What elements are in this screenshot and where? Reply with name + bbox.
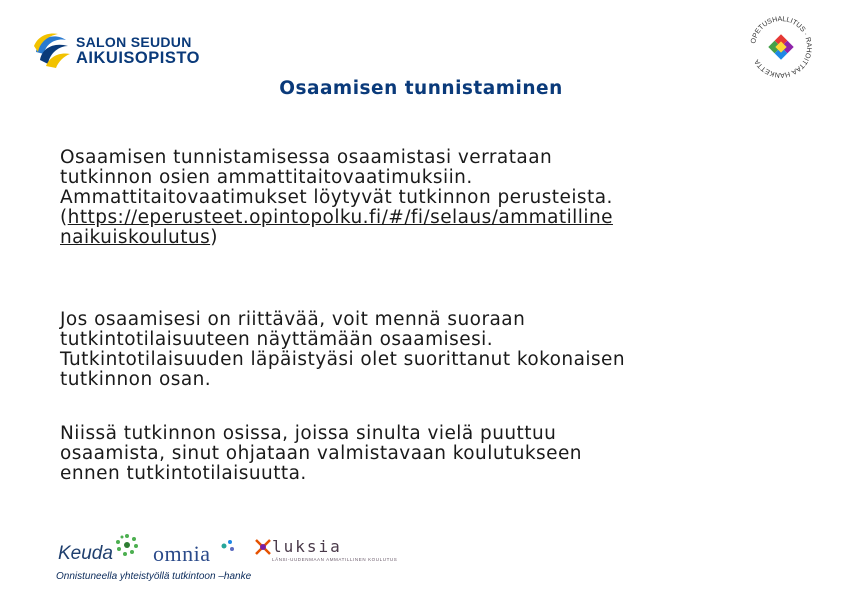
rhombus-badge-icon <box>748 14 814 80</box>
text-line: Osaamisen tunnistamisessa osaamistasi verrataan <box>60 147 553 168</box>
luksia-logo-subtext: LÄNSI-UUDENMAAN AMMATILLINEN KOULUTUS <box>272 557 398 562</box>
omnia-dots-icon <box>220 538 236 554</box>
paren-open: ( <box>60 207 68 228</box>
text-line: Ammattitaitovaatimukset löytyvät tutkinnon perusteista. <box>60 187 613 208</box>
paren-close: ) <box>210 227 218 248</box>
text-line: tutkinnon osan. <box>60 369 212 390</box>
omnia-logo-text: omnia <box>153 541 211 566</box>
page-title: Osaamisen tunnistaminen <box>279 78 563 99</box>
text-line: ennen tutkintotilaisuutta. <box>60 463 307 484</box>
partner-logos <box>54 532 398 572</box>
circle-swirl-icon <box>32 30 72 70</box>
text-line: tutkinnon osien ammattitaitovaatimuksiin. <box>60 167 473 188</box>
salon-seudun-aikuisopisto-logo <box>32 30 217 70</box>
text-line: Niissä tutkinnon osissa, joissa sinulta vielä puuttuu <box>60 423 557 444</box>
text-line: Jos osaamisesi on riittävää, voit mennä suoraan <box>60 309 526 330</box>
eperusteet-link[interactable]: https://eperusteet.opintopolku.fi/#/fi/selaus/ammatilline <box>67 207 613 228</box>
text-line: osaamista, sinut ohjataan valmistavaan koulutukseen <box>60 443 582 464</box>
paragraph-intro <box>60 148 780 248</box>
text-line: Tutkintotilaisuuden läpäistyäsi olet suorittanut kokonaisen <box>60 349 626 370</box>
link-line <box>60 228 780 248</box>
keuda-flower-icon <box>114 532 140 558</box>
link-line <box>60 208 780 228</box>
opetushallitus-badge <box>748 14 814 80</box>
paragraph-preparatory-training <box>60 424 780 484</box>
paragraph-direct-exam <box>60 310 780 390</box>
luksia-mark-icon <box>254 536 272 558</box>
keuda-logo-text: Keuda <box>58 543 113 564</box>
logo-line-2: AIKUISOPISTO <box>76 49 200 67</box>
text-line: tutkintotilaisuuteen näyttämään osaamisesi. <box>60 329 494 350</box>
logo-line-1: SALON SEUDUN <box>76 34 192 50</box>
luksia-logo-text: luksia <box>272 537 342 556</box>
eperusteet-link-continued[interactable]: naikuiskoulutus <box>60 227 211 248</box>
project-caption: Onnistuneella yhteistyöllä tutkintoon –hanke <box>56 571 252 582</box>
badge-ring-text: OPETUSHALLITUS · RAHOITTAA HANKETTA <box>750 15 813 79</box>
